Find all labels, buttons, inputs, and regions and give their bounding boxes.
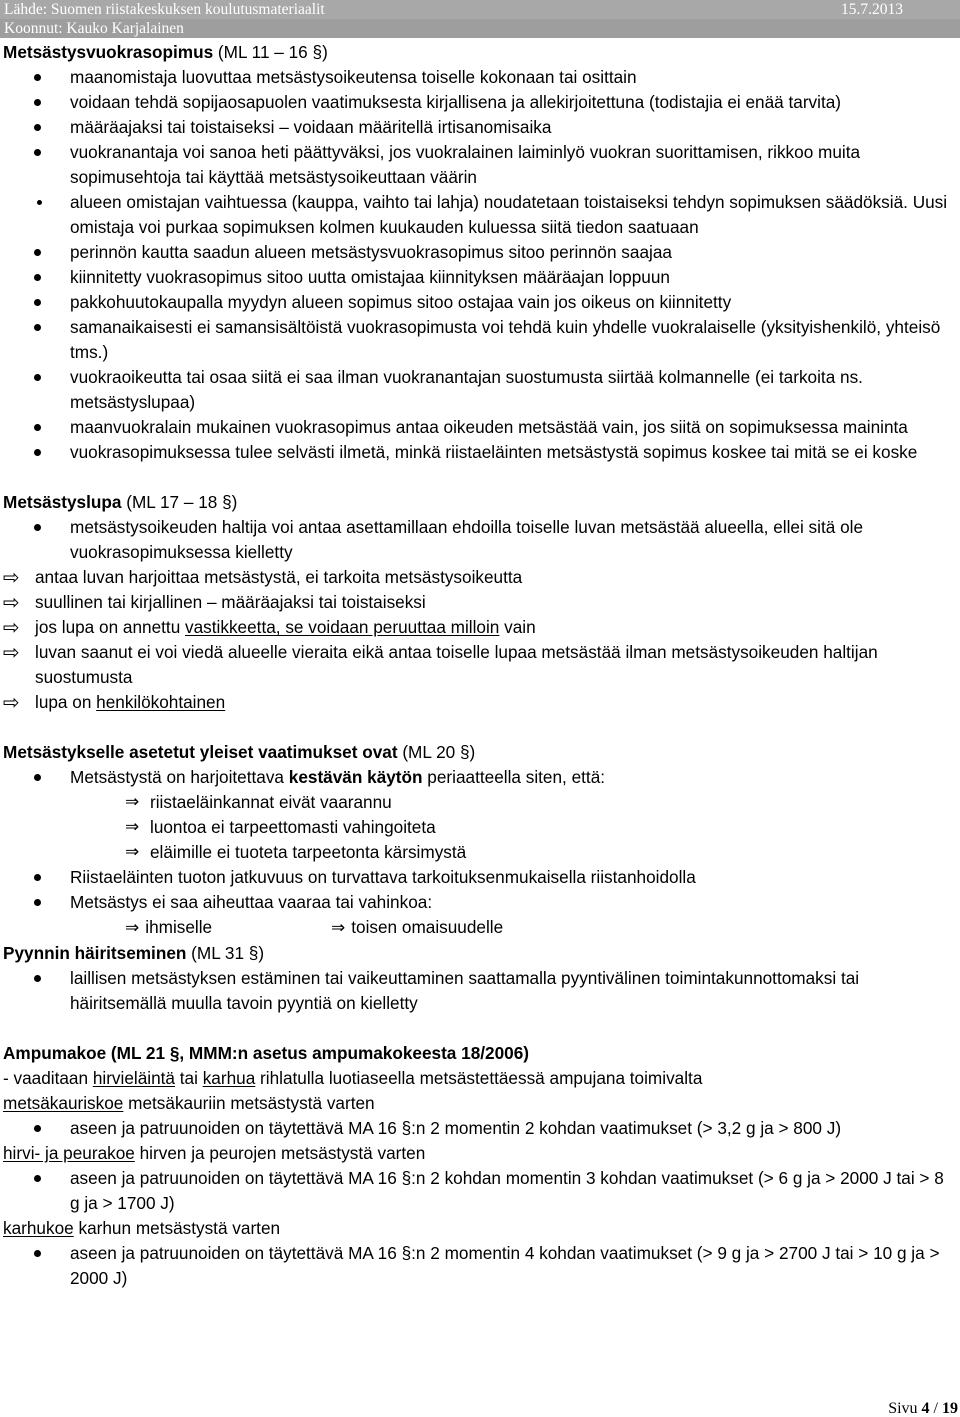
section-heading [3,740,955,765]
bullet-icon [34,774,41,781]
text-line: karhukoe karhun metsästystä varten [3,1218,281,1238]
bullet-icon [34,299,41,306]
section-heading [3,40,955,65]
list-item: pakkohuutokaupalla myydyn alueen sopimus sitoo ostajaa vain jos oikeus on kiinnitetty [3,290,955,315]
section-heading [3,941,955,966]
list-item: maanomistaja luovuttaa metsästysoikeutensa toiselle kokonaan tai osittain [3,65,955,90]
bullet-icon [34,899,41,906]
arrow-icon: ⇒ [331,918,346,938]
header-source-bar [0,0,960,19]
header-date: 15.7.2013 [841,1,903,18]
bullet-icon [34,449,41,456]
section-heading [3,1041,955,1066]
arrow-item: ⇨ antaa luvan harjoittaa metsästystä, ei tarkoita metsästysoikeutta [3,565,523,589]
list-item: Metsästystä on harjoitettava kestävän käytön periaatteella siten, että: [3,765,955,790]
heading-ref: (ML 31 §) [186,943,265,963]
list-item: määräajaksi tai toistaiseksi – voidaan määritellä irtisanomisaika [3,115,955,140]
list-item: aseen ja patruunoiden on täytettävä MA 16 §:n 2 momentin 4 kohdan vaatimukset (> 9 g ja > 2700 J tai > 10 g ja > 2000 J) [3,1241,955,1291]
spacer [3,465,955,490]
list-item: aseen ja patruunoiden on täytettävä MA 16 §:n 2 momentin 2 kohdan vaatimukset (> 3,2 g ja > 800 J) [3,1116,955,1141]
list-item: aseen ja patruunoiden on täytettävä MA 16 §:n 2 kohdan momentin 3 kohdan vaatimukset (> 6 g ja > 2000 J tai > 8 g ja > 1700 J) [3,1166,955,1216]
bullet-icon [34,74,41,81]
bullet-icon [34,274,41,281]
document-body [3,40,955,1291]
bullet-icon [34,124,41,131]
list-item: Metsästys ei saa aiheuttaa vaaraa tai vahinkoa: [3,890,955,915]
list-item: alueen omistajan vaihtuessa (kauppa, vaihto tai lahja) noudatetaan toistaiseksi tehdyn sopimuksen säädöksiä. Uusi omistaja voi purkaa sopimuksen kolmen kuukauden kuluessa siitä tiedon saatuaan [3,190,955,240]
bullet-icon [34,249,41,256]
target-person: ⇒ ihmiselle [125,917,213,938]
text-line: - vaaditaan hirvieläintä tai karhua rihlatulla luotiaseella metsästettäessä ampujana toimivalta [3,1068,703,1088]
list-item: maanvuokralain mukainen vuokrasopimus antaa oikeuden metsästää vain, jos siitä on sopimuksessa maininta [3,415,955,440]
arrow-icon: ⇒ [125,918,140,938]
list-item: metsästysoikeuden haltija voi antaa asettamillaan ehdoilla toiselle luvan metsästää alueella, ellei sitä ole vuokrasopimuksessa kielletty [3,515,955,565]
page-header [0,0,960,40]
sub-arrow-item: ⇒ luontoa ei tarpeettomasti vahingoiteta [3,815,955,840]
header-compiler-bar [0,19,960,38]
bullet-icon [34,874,41,881]
list-item: samanaikaisesti ei samansisältöistä vuokrasopimusta voi tehdä kuin yhdelle vuokralaiselle (yksityishenkilö, yhteisö tms.) [3,315,955,365]
list-item: vuokranantaja voi sanoa heti päättyväksi, jos vuokralainen laiminlyö vuokran suorittamisen, rikkoo muita sopimusehtoja tai käyttää metsästysoikeuttaan väärin [3,140,955,190]
arrow-item: ⇨ luvan saanut ei voi viedä alueelle vieraita eikä antaa toiselle lupaa metsästää ilman metsästysoikeuden haltijan suostumusta [3,640,878,687]
double-arrow-icon: ⇨ [3,565,20,589]
heading-ref: (ML 20 §) [397,742,476,762]
arrow-icon: ⇒ [125,842,140,862]
text-line: hirvi- ja peurakoe hirven ja peurojen metsästystä varten [3,1143,426,1163]
heading-ref: (ML 17 – 18 §) [121,492,238,512]
bullet-icon [34,374,41,381]
list-item: voidaan tehdä sopijaosapuolen vaatimuksesta kirjallisena ja allekirjoitettuna (todistajia ei enää tarvita) [3,90,955,115]
list-item: vuokrasopimuksessa tulee selvästi ilmetä, minkä riistaeläinten metsästystä sopimus koskee tai mitä se ei koske [3,440,955,465]
danger-targets-row [3,915,955,941]
bullet-icon [34,1125,41,1132]
sub-arrow-item: ⇒ eläimille ei tuoteta tarpeetonta kärsimystä [3,840,955,865]
arrow-item: ⇨ lupa on henkilökohtainen [3,690,226,714]
double-arrow-icon: ⇨ [3,690,20,714]
list-item: Riistaeläinten tuoton jatkuvuus on turvattava tarkoituksenmukaisella riistanhoidolla [3,865,955,890]
arrow-item: ⇨ suullinen tai kirjallinen – määräajaksi tai toistaiseksi [3,590,426,614]
list-item: perinnön kautta saadun alueen metsästysvuokrasopimus sitoo perinnön saajaa [3,240,955,265]
list-item: kiinnitetty vuokrasopimus sitoo uutta omistajaa kiinnityksen määräajan loppuun [3,265,955,290]
bullet-icon [34,524,41,531]
arrow-icon: ⇒ [125,817,140,837]
heading-title: Metsästykselle asetetut yleiset vaatimukset ovat [3,742,398,762]
bullet-icon [34,99,41,106]
section-heading [3,490,955,515]
heading-title: Metsästysvuokrasopimus [3,42,214,62]
bullet-icon [34,149,41,156]
list-item: laillisen metsästyksen estäminen tai vaikeuttaminen saattamalla pyyntivälinen toimintakunnottomaksi tai häiritsemällä muulla tavoin pyyntiä on kielletty [3,966,955,1016]
page-number: Sivu 4 / 19 [888,1400,958,1417]
header-compiler: Koonnut: Kauko Karjalainen [4,20,184,37]
spacer [3,1016,955,1041]
sub-arrow-item: ⇒ riistaeläinkannat eivät vaarannu [3,790,955,815]
spacer [3,715,955,740]
double-arrow-icon: ⇨ [3,640,20,664]
heading-title: Ampumakoe (ML 21 §, MMM:n asetus ampumakokeesta 18/2006) [3,1043,529,1063]
header-source: Lähde: Suomen riistakeskuksen koulutusmateriaalit [4,1,325,18]
bullet-icon [34,324,41,331]
heading-ref: (ML 11 – 16 §) [213,42,328,62]
bullet-icon [37,200,42,205]
double-arrow-icon: ⇨ [3,615,20,639]
arrow-icon: ⇒ [125,792,140,812]
total-pages: 19 [942,1400,958,1417]
heading-title: Pyynnin häiritseminen [3,943,187,963]
bullet-icon [34,975,41,982]
bullet-icon [34,1250,41,1257]
bullet-icon [34,1175,41,1182]
arrow-item: ⇨ jos lupa on annettu vastikkeetta, se voidaan peruuttaa milloin vain [3,615,536,639]
bullet-icon [34,424,41,431]
text-line: metsäkauriskoe metsäkauriin metsästystä varten [3,1093,375,1113]
current-page: 4 [921,1400,930,1417]
double-arrow-icon: ⇨ [3,590,20,614]
heading-title: Metsästyslupa [3,492,122,512]
list-item: vuokraoikeutta tai osaa siitä ei saa ilman vuokranantajan suostumusta siirtää kolmannelle (ei tarkoita ns. metsästyslupaa) [3,365,955,415]
target-property: ⇒ toisen omaisuudelle [331,917,504,938]
